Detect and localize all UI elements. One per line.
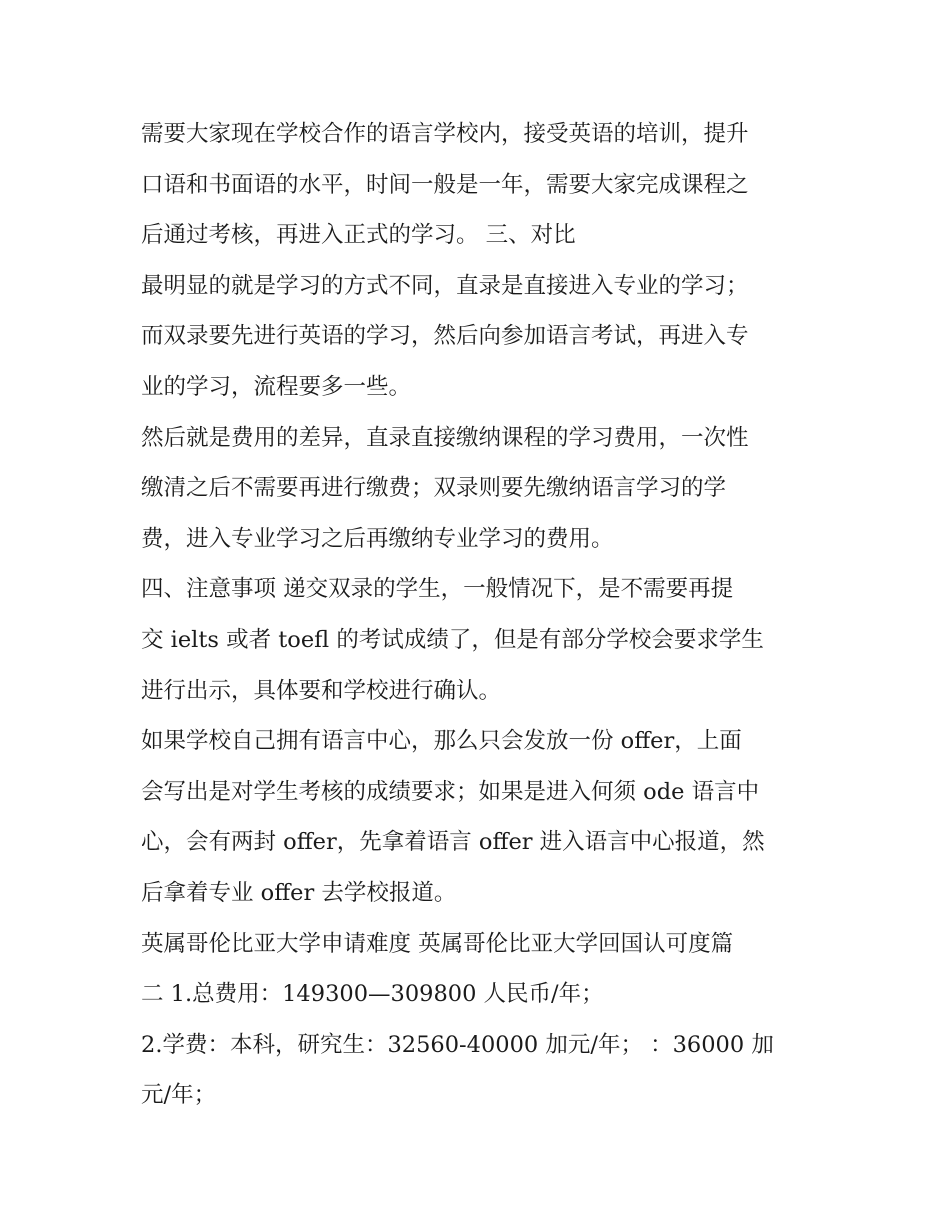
text-line: 会写出是对学生考核的成绩要求；如果是进入何须 ode 语言中	[141, 778, 760, 805]
text-line: 进行出示，具体要和学校进行确认。	[141, 677, 502, 704]
text-line: 英属哥伦比亚大学申请难度 英属哥伦比亚大学回国认可度篇	[141, 930, 734, 957]
text-line: 而双录要先进行英语的学习，然后向参加语言考试，再进入专	[141, 323, 749, 350]
text-line: 缴清之后不需要再进行缴费；双录则要先缴纳语言学习的学	[141, 475, 727, 502]
text-line: 然后就是费用的差异，直录直接缴纳课程的学习费用，一次性	[141, 424, 749, 451]
text-line: 后通过考核，再进入正式的学习。 三、对比	[141, 222, 576, 249]
text-line: 需要大家现在学校合作的语言学校内，接受英语的培训，提升	[141, 121, 749, 147]
text-line: 心，会有两封 offer，先拿着语言 offer 进入语言中心报道，然	[141, 829, 765, 856]
text-line: 口语和书面语的水平，时间一般是一年，需要大家完成课程之	[141, 171, 749, 198]
text-line: 2.学费：本科，研究生：32560-40000 加元/年； ：36000 加	[141, 1031, 774, 1058]
text-line: 后拿着专业 offer 去学校报道。	[141, 879, 457, 906]
text-line: 二 1.总费用：149300—309800 人民币/年；	[141, 981, 604, 1008]
body-text	[141, 109, 821, 1121]
text-line: 四、注意事项 递交双录的学生，一般情况下，是不需要再提	[141, 576, 734, 603]
text-line: 如果学校自己拥有语言中心，那么只会发放一份 offer，上面	[141, 728, 742, 755]
text-line: 交 ielts 或者 toefl 的考试成绩了，但是有部分学校会要求学生	[141, 626, 764, 653]
text-line: 元/年；	[141, 1082, 217, 1109]
text-line: 费，进入专业学习之后再缴纳专业学习的费用。	[141, 525, 614, 552]
text-line: 业的学习，流程要多一些。	[141, 373, 412, 400]
text-line: 最明显的就是学习的方式不同，直录是直接进入专业的学习；	[141, 272, 749, 299]
